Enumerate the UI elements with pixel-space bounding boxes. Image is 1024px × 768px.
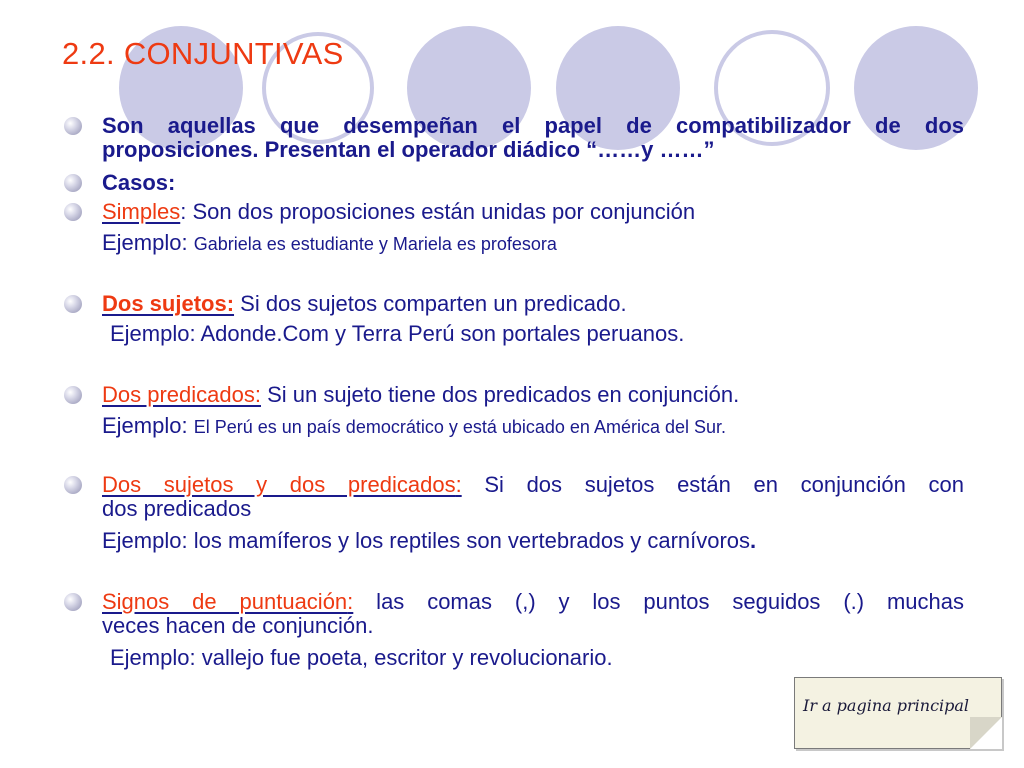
dos-sujetos-predicados-example xyxy=(102,529,756,553)
signos-label: Signos de puntuación xyxy=(102,589,348,614)
dos-predicados-item xyxy=(102,383,964,407)
signos-text: las comas (,) y los puntos seguidos (.) muchas xyxy=(353,589,964,614)
dos-sujetos-predicados-line-2: dos predicados xyxy=(102,496,252,521)
intro-item xyxy=(102,114,964,162)
simples-label: Simples xyxy=(102,199,181,224)
dos-sujetos-predicados-example-label: Ejemplo: xyxy=(102,528,188,553)
dos-sujetos-example-label: Ejemplo xyxy=(110,321,190,346)
simples-example xyxy=(102,231,557,256)
dos-sujetos-example-text: : Adonde.Com y Terra Perú son portales peruanos. xyxy=(189,321,685,346)
dos-predicados-example-text: El Perú es un país democrático y está ubicado en América del Sur. xyxy=(193,417,727,437)
dos-sujetos-predicados-line-1 xyxy=(102,473,964,497)
bullet-icon xyxy=(64,386,82,404)
simples-colon: : xyxy=(180,199,187,224)
bullet-icon xyxy=(64,295,82,313)
home-link-button[interactable] xyxy=(794,677,1002,749)
dos-sujetos-item xyxy=(102,292,964,316)
slide-title: 2.2. CONJUNTIVAS xyxy=(62,36,344,71)
dos-predicados-label: Dos predicados: xyxy=(102,382,261,407)
casos-item xyxy=(102,171,964,195)
dos-predicados-text: Si un sujeto tiene dos predicados en conjunción. xyxy=(260,382,740,407)
signos-example-text: : vallejo fue poeta, escritor y revolucionario. xyxy=(189,645,613,670)
simples-text: Son dos proposiciones están unidas por conjunción xyxy=(186,199,696,224)
bullet-icon xyxy=(64,117,82,135)
simples-example-label: Ejemplo: xyxy=(102,230,188,255)
dos-sujetos-text: Si dos sujetos comparten un predicado. xyxy=(234,291,627,316)
home-link-label: Ir a pagina principal xyxy=(803,696,970,715)
intro-line-1: Son aquellas que desempeñan el papel de compatibilizador de dos xyxy=(102,113,964,138)
signos-example-label: Ejemplo xyxy=(110,645,190,670)
dos-predicados-example-label: Ejemplo: xyxy=(102,413,188,438)
bullet-icon xyxy=(64,203,82,221)
signos-line-2: veces hacen de conjunción. xyxy=(102,613,374,638)
dos-sujetos-predicados-example-end: . xyxy=(750,528,757,553)
signos-example xyxy=(110,646,613,670)
bullet-icon xyxy=(64,174,82,192)
dos-sujetos-predicados-item xyxy=(102,473,964,521)
dos-sujetos-predicados-label: Dos sujetos y dos predicados xyxy=(102,472,456,497)
intro-line-2: proposiciones. Presentan el operador diádico “……y ……” xyxy=(102,137,715,162)
dos-sujetos-predicados-text: Si dos sujetos están en conjunción con xyxy=(461,472,964,497)
simples-item xyxy=(102,200,964,224)
casos-label: Casos: xyxy=(102,170,176,195)
signos-item xyxy=(102,590,964,638)
bullet-icon xyxy=(64,476,82,494)
dos-sujetos-example xyxy=(110,322,684,346)
dos-sujetos-label: Dos sujetos: xyxy=(102,291,235,316)
signos-line-1 xyxy=(102,590,964,614)
dos-sujetos-predicados-colon: : xyxy=(455,472,462,497)
signos-colon: : xyxy=(347,589,354,614)
folded-corner-icon xyxy=(970,717,1002,749)
dos-sujetos-predicados-example-text: los mamíferos y los reptiles son vertebrados y carnívoros xyxy=(187,528,751,553)
dos-predicados-example xyxy=(102,414,726,439)
bullet-icon xyxy=(64,593,82,611)
simples-example-text: Gabriela es estudiante y Mariela es profesora xyxy=(193,234,557,254)
